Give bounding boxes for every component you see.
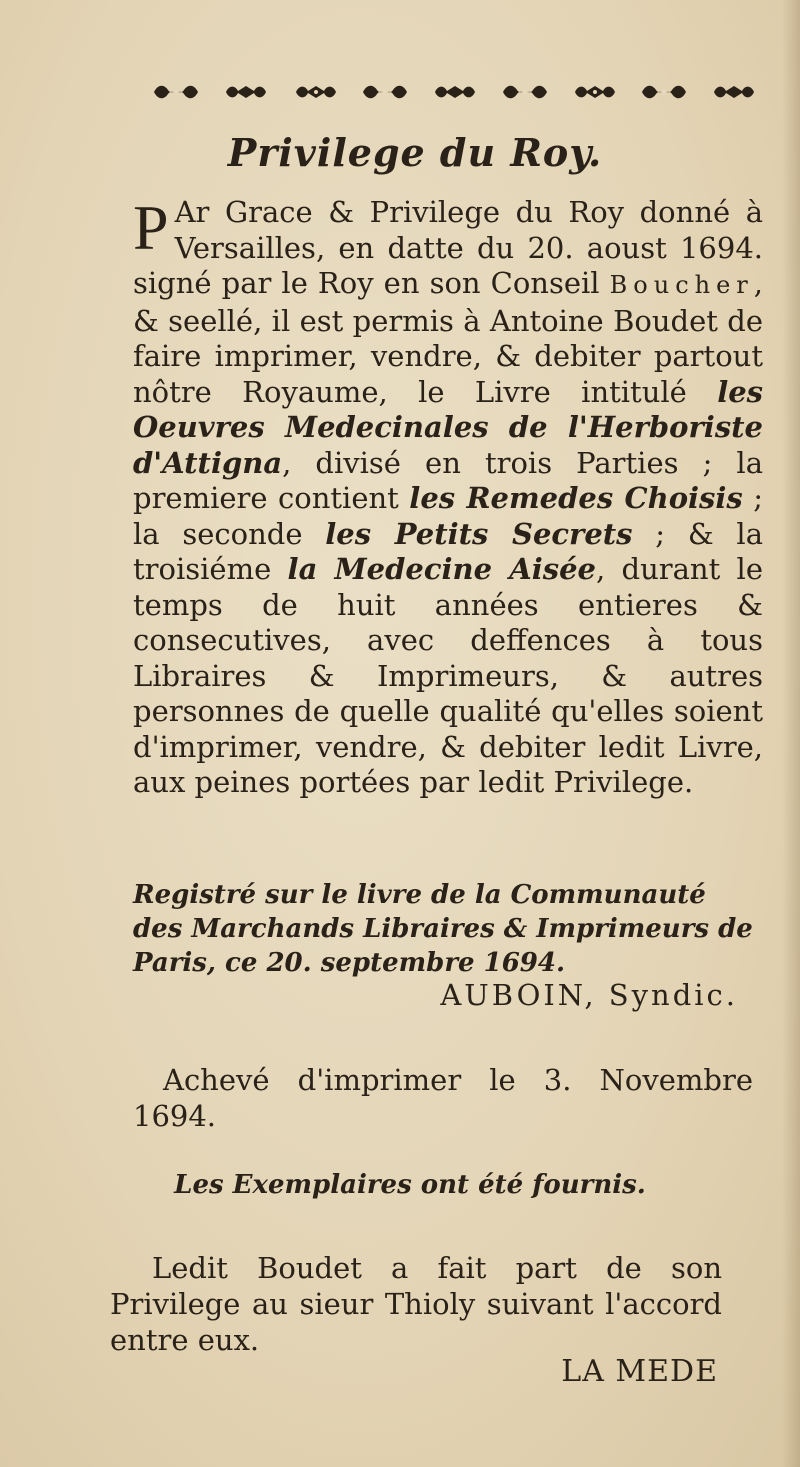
book-title: les Oeuvres Medecinales de l'Herboriste d'Attigna: [133, 374, 763, 480]
fleuron-icon: [290, 82, 342, 102]
privilege-text: , & seellé, il est permis à Antoine Boudet de faire imprimer, vendre, & debiter partout nôtre Royaume, le Livre intitulé: [133, 266, 763, 409]
privilege-paragraph: [133, 192, 764, 801]
registration-note: Registré sur le livre de la Communauté des Marchands Libraires & Imprimeurs de Paris, ce 20. septembre 1694.: [133, 880, 753, 978]
catchword: LA MEDE: [561, 1354, 718, 1389]
fleuron-icon: [220, 82, 272, 102]
copies-note: Les Exemplaires ont été fournis.: [174, 1170, 646, 1200]
signer-name: Boucher: [609, 271, 754, 299]
page-edge-shadow: [782, 0, 800, 1467]
drop-cap: P: [133, 192, 169, 263]
fleuron-icon: [638, 82, 690, 102]
part-three-title: la Medecine Aisée: [287, 552, 596, 586]
fleuron-icon: [569, 82, 621, 102]
fleuron-icon: [708, 82, 760, 102]
page-title: Privilege du Roy.: [227, 130, 603, 175]
privilege-text: , divisé en trois Parties ; la premiere contient: [133, 445, 763, 515]
fleuron-icon: [429, 82, 481, 102]
syndic-signature: AUBOIN, Syndic.: [440, 978, 738, 1012]
part-two-title: les Petits Secrets: [325, 516, 633, 551]
fleuron-icon: [150, 82, 202, 102]
printing-completion-note: Achevé d'imprimer le 3. Novembre 1694.: [133, 1063, 753, 1133]
privilege-text: ; la seconde: [133, 481, 763, 551]
part-one-title: les Remedes Choisis: [409, 481, 743, 515]
fleuron-icon: [359, 82, 411, 102]
privilege-text: , durant le temps de huit années entieres & consecutives, avec deffences à tous Libraires & Imprimeurs, & autres personnes de quelle qualité qu'elles soient d'imprimer, vendre, & debiter ledit Livre, aux peines portées par ledit Privilege.: [133, 552, 763, 799]
headpiece-ornament: [150, 78, 760, 106]
privilege-text: Ar Grace & Privilege du Roy donné à Versailles, en datte du 20. aoust 1694. signé par le Roy en son Conseil: [133, 195, 763, 300]
fleuron-icon: [499, 82, 551, 102]
privilege-transfer-note: Ledit Boudet a fait part de son Privilege au sieur Thioly suivant l'accord entre eux.: [110, 1251, 722, 1357]
privilege-text: ; & la troisiéme: [133, 516, 764, 586]
